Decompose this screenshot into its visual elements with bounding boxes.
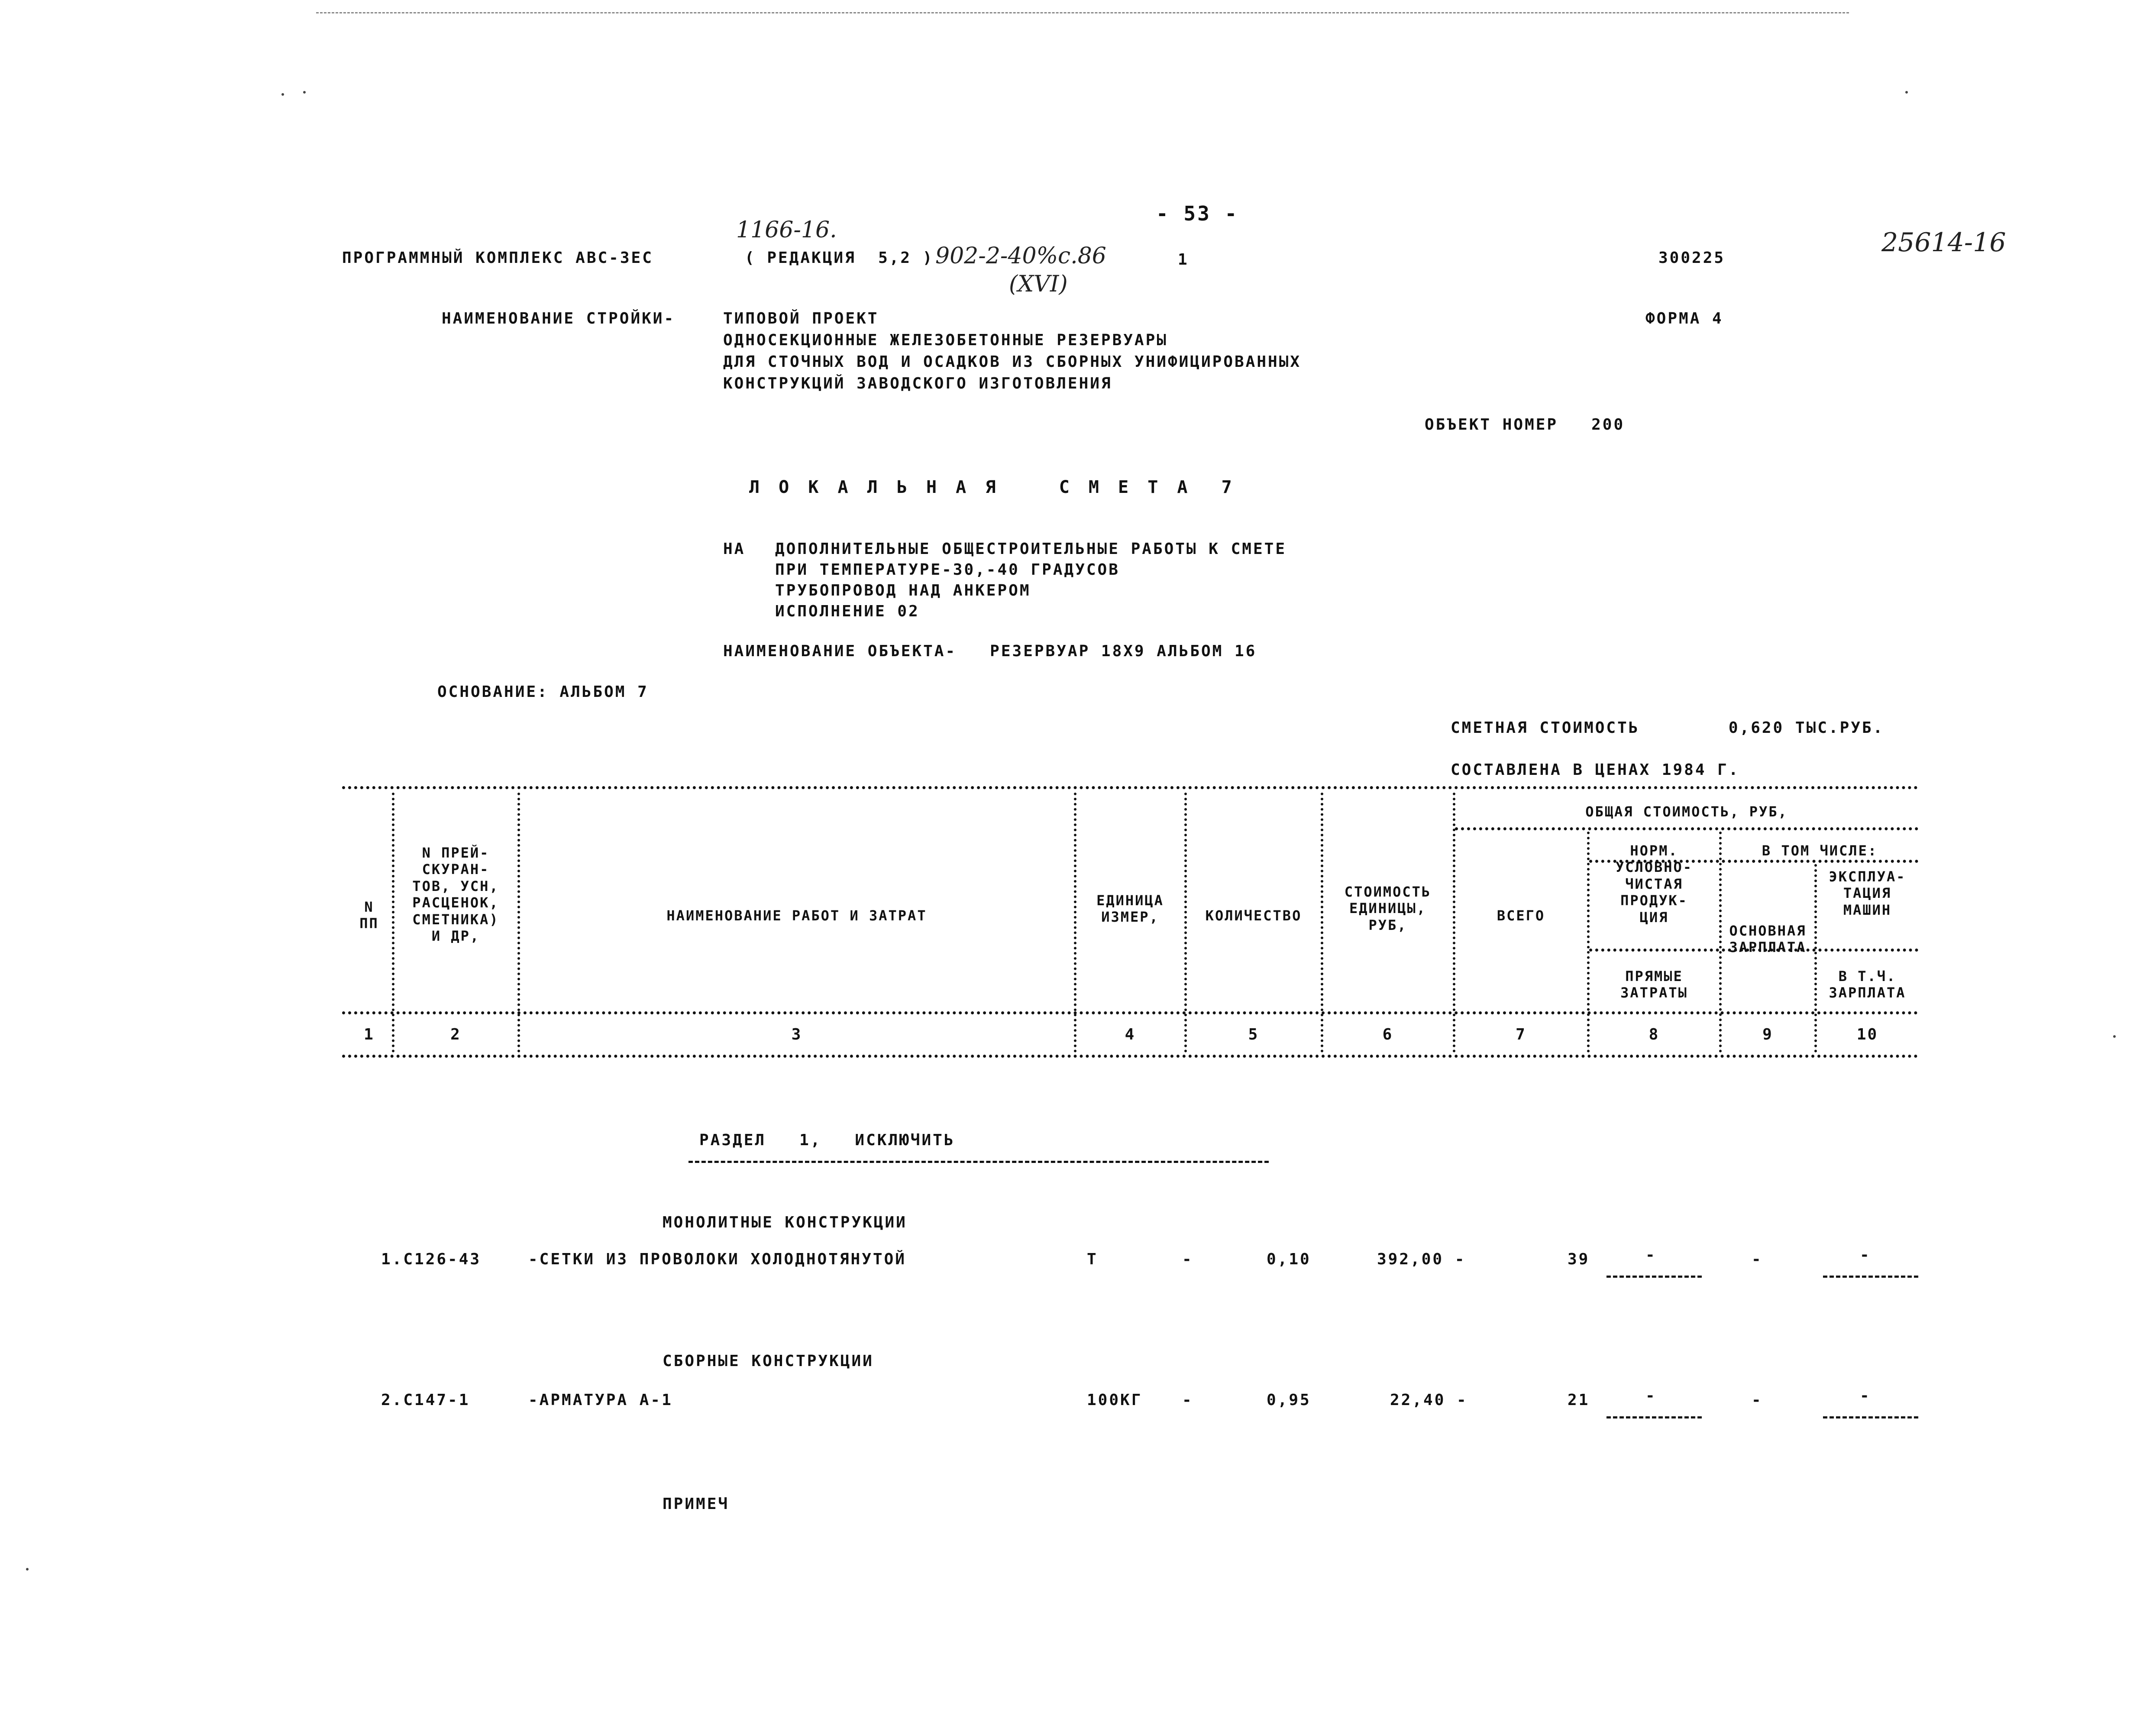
header-row-number: N ПП bbox=[359, 899, 379, 932]
column-number: 3 bbox=[791, 1026, 802, 1043]
column-number: 10 bbox=[1856, 1026, 1878, 1043]
scan-speck bbox=[281, 93, 284, 96]
form-number: ФОРМА 4 bbox=[1645, 310, 1723, 327]
handwritten-right-code: 25614-16 bbox=[1881, 227, 2006, 258]
row-base-salary: - bbox=[1752, 1391, 1763, 1409]
table-rule bbox=[1455, 827, 1918, 830]
row-fraction-line bbox=[1606, 1416, 1702, 1418]
construction-line: ОДНОСЕКЦИОННЫЕ ЖЕЛЕЗОБЕТОННЫЕ РЕЗЕРВУАРЫ bbox=[723, 331, 1168, 349]
header-incl-salary: В Т.Ч. ЗАРПЛАТА bbox=[1829, 968, 1906, 1001]
header-work-name: НАИМЕНОВАНИЕ РАБОТ И ЗАТРАТ bbox=[666, 907, 927, 924]
row-fraction-line bbox=[1823, 1276, 1918, 1278]
scan-speck bbox=[2113, 1035, 2116, 1038]
row-unit: Т bbox=[1087, 1250, 1098, 1268]
estimated-cost: СМЕТНАЯ СТОИМОСТЬ 0,620 ТЫС.РУБ. bbox=[1451, 719, 1884, 737]
row-machine-operation: - bbox=[1860, 1387, 1871, 1405]
row-fraction-line bbox=[1823, 1416, 1918, 1418]
program-name: ПРОГРАММНЫЙ КОМПЛЕКС АВС-ЗЕС bbox=[342, 249, 653, 267]
scan-speck bbox=[1905, 91, 1908, 94]
header-price-reference: N ПРЕЙ- СКУРАН- ТОВ, УСН, РАСЦЕНОК, СМЕТНИКА) И ДР, bbox=[412, 845, 499, 944]
header-net-production: НОРМ. УСЛОВНО- ЧИСТАЯ ПРОДУК- ЦИЯ bbox=[1615, 842, 1693, 926]
object-number: ОБЪЕКТ НОМЕР 200 bbox=[1425, 416, 1625, 434]
header-quantity: КОЛИЧЕСТВО bbox=[1205, 907, 1302, 924]
document-code: 300225 bbox=[1658, 249, 1726, 267]
row-total: 39 bbox=[1568, 1250, 1590, 1268]
row-unit: 100КГ bbox=[1087, 1391, 1143, 1409]
header-total: ВСЕГО bbox=[1497, 907, 1545, 924]
handwritten-order-number: 1166-16. bbox=[736, 217, 837, 243]
on-label: НА bbox=[723, 540, 746, 558]
column-number: 7 bbox=[1516, 1026, 1526, 1043]
document-title: Л О К А Л Ь Н А Я С М Е Т А 7 bbox=[749, 477, 1236, 497]
header-unit-cost: СТОИМОСТЬ ЕДИНИЦЫ, РУБ, bbox=[1344, 884, 1432, 933]
header-including: В ТОМ ЧИСЛЕ: bbox=[1762, 842, 1878, 859]
page-number: - 53 - bbox=[1156, 202, 1239, 225]
handwritten-project-code: 902-2-40%с.86 bbox=[935, 243, 1106, 269]
column-number: 4 bbox=[1125, 1026, 1136, 1043]
row-quantity: 0,95 bbox=[1267, 1391, 1311, 1409]
header-machine-operation: ЭКСПЛУА- ТАЦИЯ МАШИН bbox=[1829, 868, 1906, 918]
construction-line: ДЛЯ СТОЧНЫХ ВОД И ОСАДКОВ ИЗ СБОРНЫХ УНИФИЦИРОВАННЫХ bbox=[723, 353, 1302, 371]
row-base-salary: - bbox=[1752, 1250, 1763, 1268]
work-description-line: ТРУБОПРОВОД НАД АНКЕРОМ bbox=[775, 582, 1031, 599]
header-direct-costs: ПРЯМЫЕ ЗАТРАТЫ bbox=[1620, 968, 1688, 1001]
row-net-production: - bbox=[1645, 1246, 1657, 1264]
work-description-line: ИСПОЛНЕНИЕ 02 bbox=[775, 602, 920, 620]
table-rule bbox=[342, 786, 1918, 789]
group-title: СБОРНЫЕ КОНСТРУКЦИИ bbox=[663, 1352, 874, 1370]
scan-edge-line bbox=[316, 12, 1849, 13]
column-number: 5 bbox=[1248, 1026, 1259, 1043]
row-name: -АРМАТУРА А-1 bbox=[528, 1391, 673, 1409]
footer-note: ПРИМЕЧ bbox=[663, 1495, 730, 1513]
scan-speck bbox=[26, 1568, 29, 1571]
column-number: 2 bbox=[450, 1026, 461, 1043]
price-base-year: СОСТАВЛЕНА В ЦЕНАХ 1984 Г. bbox=[1451, 761, 1740, 779]
object-name: НАИМЕНОВАНИЕ ОБЪЕКТА- РЕЗЕРВУАР 18Х9 АЛЬБОМ 16 bbox=[723, 642, 1257, 660]
row-code: 1.С126-43 bbox=[381, 1250, 482, 1268]
row-total: 21 bbox=[1568, 1391, 1590, 1409]
column-number: 9 bbox=[1762, 1026, 1773, 1043]
group-title: МОНОЛИТНЫЕ КОНСТРУКЦИИ bbox=[663, 1214, 907, 1231]
construction-line: КОНСТРУКЦИЙ ЗАВОДСКОГО ИЗГОТОВЛЕНИЯ bbox=[723, 375, 1112, 392]
row-qty-dash: - bbox=[1182, 1391, 1193, 1409]
construction-line: ТИПОВОЙ ПРОЕКТ bbox=[723, 310, 879, 327]
column-number: 6 bbox=[1382, 1026, 1393, 1043]
row-qty-dash: - bbox=[1182, 1250, 1193, 1268]
row-net-production: - bbox=[1645, 1387, 1657, 1405]
section-title: РАЗДЕЛ 1, ИСКЛЮЧИТЬ bbox=[699, 1131, 955, 1149]
construction-label: НАИМЕНОВАНИЕ СТРОЙКИ- bbox=[442, 310, 676, 327]
row-name: -СЕТКИ ИЗ ПРОВОЛОКИ ХОЛОДНОТЯНУТОЙ bbox=[528, 1250, 906, 1268]
row-code: 2.С147-1 bbox=[381, 1391, 470, 1409]
section-underline bbox=[688, 1161, 1269, 1163]
row-fraction-line bbox=[1606, 1276, 1702, 1278]
work-description-line: ДОПОЛНИТЕЛЬНЫЕ ОБЩЕСТРОИТЕЛЬНЫЕ РАБОТЫ К СМЕТЕ bbox=[775, 540, 1286, 558]
table-rule bbox=[342, 1011, 1918, 1014]
header-unit: ЕДИНИЦА ИЗМЕР, bbox=[1096, 892, 1164, 926]
work-description-line: ПРИ ТЕМПЕРАТУРЕ-30,-40 ГРАДУСОВ bbox=[775, 561, 1120, 579]
header-base-salary: ОСНОВНАЯ ЗАРПЛАТА bbox=[1729, 923, 1807, 956]
row-unit-cost: 22,40 - bbox=[1390, 1391, 1468, 1409]
edition-label: ( РЕДАКЦИЯ 5,2 ) bbox=[745, 249, 934, 267]
header-total-cost: ОБЩАЯ СТОИМОСТЬ, РУБ, bbox=[1585, 803, 1788, 820]
row-quantity: 0,10 bbox=[1267, 1250, 1311, 1268]
scan-speck bbox=[303, 91, 306, 94]
row-unit-cost: 392,00 - bbox=[1377, 1250, 1466, 1268]
column-number: 1 bbox=[364, 1026, 375, 1043]
table-rule bbox=[342, 1055, 1918, 1058]
basis: ОСНОВАНИЕ: АЛЬБОМ 7 bbox=[437, 683, 649, 701]
handwritten-volume: (XVI) bbox=[1009, 271, 1068, 297]
sheet-number: 1 bbox=[1178, 251, 1189, 269]
column-number: 8 bbox=[1649, 1026, 1660, 1043]
row-machine-operation: - bbox=[1860, 1246, 1871, 1264]
